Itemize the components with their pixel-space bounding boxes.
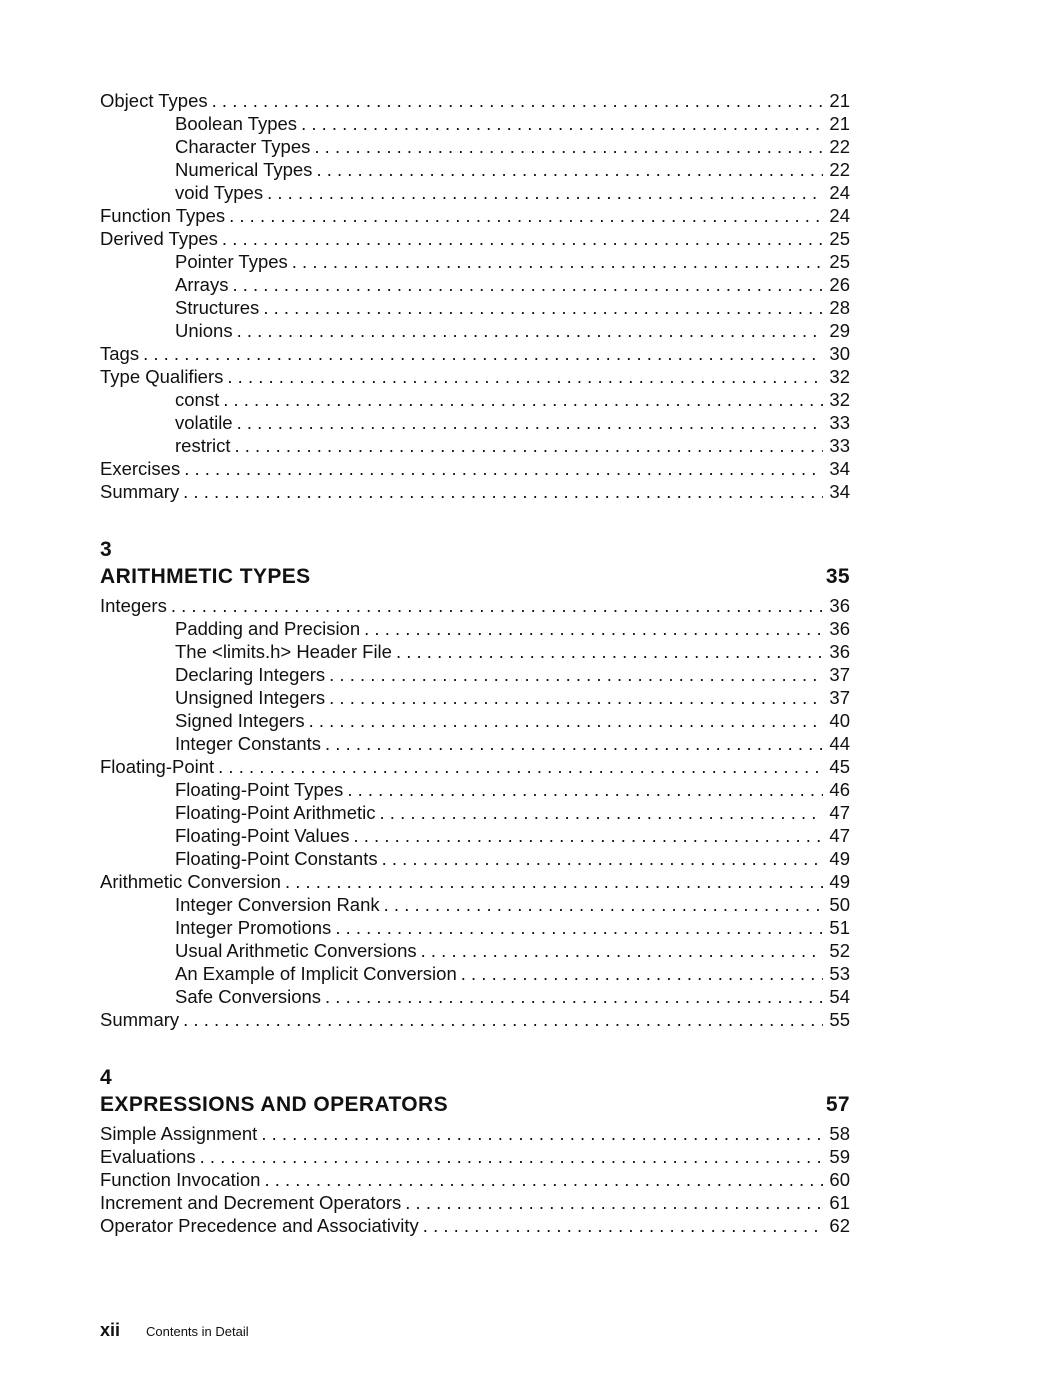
table-of-contents <box>100 89 850 1237</box>
toc-entry[interactable] <box>100 801 850 824</box>
toc-entry-label: Integers <box>100 595 167 616</box>
dot-leader <box>360 617 823 640</box>
chapter-number: 4 <box>100 1066 112 1089</box>
page-folio: xii <box>100 1320 121 1340</box>
toc-entry-page-number: 59 <box>829 1146 850 1167</box>
toc-entry[interactable] <box>100 457 850 480</box>
dot-leader <box>321 985 823 1008</box>
toc-entry-label: volatile <box>175 412 233 433</box>
toc-entry-label: Simple Assignment <box>100 1123 258 1144</box>
toc-entry[interactable] <box>100 778 850 801</box>
toc-entry-label: Integer Promotions <box>175 917 332 938</box>
chapter-4 <box>100 1065 850 1237</box>
dot-leader <box>179 480 823 503</box>
toc-entry-page-number: 24 <box>829 182 850 203</box>
dot-leader <box>196 1145 824 1168</box>
toc-entry[interactable] <box>100 434 850 457</box>
toc-entry[interactable] <box>100 617 850 640</box>
toc-entry[interactable] <box>100 89 850 112</box>
dot-leader <box>325 686 823 709</box>
dot-leader <box>343 778 823 801</box>
toc-entry-label: Floating-Point Constants <box>175 848 378 869</box>
toc-entry-page-number: 36 <box>829 618 850 639</box>
toc-entry-page-number: 40 <box>829 710 850 731</box>
toc-entry[interactable] <box>100 411 850 434</box>
toc-entry-label: Safe Conversions <box>175 986 322 1007</box>
toc-entry-label: Floating-Point <box>100 756 215 777</box>
toc-entry-label: Integer Conversion Rank <box>175 894 380 915</box>
dot-leader <box>214 755 823 778</box>
dot-leader <box>231 434 824 457</box>
toc-entry[interactable] <box>100 296 850 319</box>
toc-entry-label: Operator Precedence and Associativity <box>100 1215 419 1236</box>
running-head: Contents in Detail <box>146 1324 249 1339</box>
toc-entry-page-number: 34 <box>829 481 850 502</box>
toc-entry-page-number: 30 <box>829 343 850 364</box>
chapter-3-entries <box>100 594 850 1031</box>
dot-leader <box>376 801 824 824</box>
toc-entry-label: Floating-Point Arithmetic <box>175 802 376 823</box>
toc-entry-page-number: 44 <box>829 733 850 754</box>
toc-entry-label: restrict <box>175 435 231 456</box>
dot-leader <box>219 388 823 411</box>
toc-entry-page-number: 61 <box>829 1192 850 1213</box>
toc-entry-label: Tags <box>100 343 140 364</box>
toc-entry-label: Character Types <box>175 136 311 157</box>
toc-entry-label: Function Invocation <box>100 1169 261 1190</box>
dot-leader <box>233 319 824 342</box>
toc-entry-label: Unsigned Integers <box>175 687 326 708</box>
dot-leader <box>179 1008 823 1031</box>
chapter-page-number: 57 <box>825 1093 850 1116</box>
toc-entry[interactable] <box>100 939 850 962</box>
toc-entry-page-number: 47 <box>829 825 850 846</box>
toc-entry[interactable] <box>100 893 850 916</box>
toc-entry[interactable] <box>100 1214 850 1237</box>
toc-entry[interactable] <box>100 870 850 893</box>
dot-leader <box>139 342 823 365</box>
toc-entry-label: Summary <box>100 481 180 502</box>
toc-entry[interactable] <box>100 709 850 732</box>
dot-leader <box>325 663 823 686</box>
toc-entry-page-number: 24 <box>829 205 850 226</box>
toc-entry-page-number: 58 <box>829 1123 850 1144</box>
toc-entry[interactable] <box>100 686 850 709</box>
toc-entry[interactable] <box>100 342 850 365</box>
dot-leader <box>321 732 823 755</box>
dot-leader <box>380 893 824 916</box>
dot-leader <box>310 135 823 158</box>
toc-entry-page-number: 21 <box>829 90 850 111</box>
dot-leader <box>305 709 824 732</box>
page-footer <box>100 1320 249 1341</box>
toc-entry-label: Usual Arithmetic Conversions <box>175 940 417 961</box>
toc-entry-page-number: 51 <box>829 917 850 938</box>
toc-entry[interactable] <box>100 1122 850 1145</box>
dot-leader <box>419 1214 824 1237</box>
toc-entry[interactable] <box>100 204 850 227</box>
toc-entry-page-number: 54 <box>829 986 850 1007</box>
toc-entry-page-number: 32 <box>829 366 850 387</box>
toc-entry[interactable] <box>100 480 850 503</box>
dot-leader <box>401 1191 823 1214</box>
toc-entry-page-number: 49 <box>829 848 850 869</box>
dot-leader <box>233 411 824 434</box>
toc-entry-label: Derived Types <box>100 228 218 249</box>
toc-entry-page-number: 25 <box>829 228 850 249</box>
dot-leader <box>263 181 823 204</box>
toc-entry-page-number: 32 <box>829 389 850 410</box>
toc-entry-page-number: 21 <box>829 113 850 134</box>
toc-entry-page-number: 22 <box>829 136 850 157</box>
toc-entry[interactable] <box>100 640 850 663</box>
toc-entry-label: void Types <box>175 182 264 203</box>
toc-entry-label: Padding and Precision <box>175 618 361 639</box>
toc-entry-page-number: 25 <box>829 251 850 272</box>
toc-entry[interactable] <box>100 594 850 617</box>
dot-leader <box>259 296 823 319</box>
toc-entry-label: Integer Constants <box>175 733 322 754</box>
dot-leader <box>228 273 823 296</box>
toc-entry-page-number: 46 <box>829 779 850 800</box>
toc-entry-page-number: 37 <box>829 664 850 685</box>
dot-leader <box>223 365 823 388</box>
toc-entry-label: Declaring Integers <box>175 664 326 685</box>
dot-leader <box>288 250 824 273</box>
dot-leader <box>180 457 823 480</box>
chapter-number: 3 <box>100 538 112 561</box>
chapter-4-entries <box>100 1122 850 1237</box>
toc-entry[interactable] <box>100 1191 850 1214</box>
toc-entry-page-number: 34 <box>829 458 850 479</box>
toc-entry[interactable] <box>100 112 850 135</box>
toc-entry-label: Function Types <box>100 205 226 226</box>
toc-entry-label: The <limits.h> Header File <box>175 641 392 662</box>
toc-entry-page-number: 53 <box>829 963 850 984</box>
chapter-3 <box>100 537 850 1031</box>
chapter-title: EXPRESSIONS AND OPERATORS <box>100 1093 449 1116</box>
dot-leader <box>208 89 824 112</box>
toc-entry-label: Signed Integers <box>175 710 305 731</box>
toc-entry-page-number: 47 <box>829 802 850 823</box>
toc-entry-page-number: 52 <box>829 940 850 961</box>
dot-leader <box>331 916 823 939</box>
chapter-heading[interactable] <box>100 1091 850 1119</box>
toc-entry-label: Structures <box>175 297 260 318</box>
toc-entry[interactable] <box>100 962 850 985</box>
toc-entry-page-number: 26 <box>829 274 850 295</box>
dot-leader <box>457 962 824 985</box>
toc-entry[interactable] <box>100 181 850 204</box>
toc-entry-label: Object Types <box>100 90 208 111</box>
dot-leader <box>378 847 824 870</box>
toc-entry-label: Floating-Point Types <box>175 779 344 800</box>
toc-entry-page-number: 28 <box>829 297 850 318</box>
toc-entry[interactable] <box>100 732 850 755</box>
toc-entry-label: Summary <box>100 1009 180 1030</box>
toc-entry[interactable] <box>100 388 850 411</box>
toc-entry-page-number: 22 <box>829 159 850 180</box>
toc-entry-label: Boolean Types <box>175 113 298 134</box>
dot-leader <box>349 824 823 847</box>
dot-leader <box>257 1122 823 1145</box>
toc-entry[interactable] <box>100 985 850 1008</box>
toc-entry[interactable] <box>100 755 850 778</box>
toc-entry[interactable] <box>100 916 850 939</box>
dot-leader <box>218 227 824 250</box>
toc-entry-label: Increment and Decrement Operators <box>100 1192 402 1213</box>
toc-entry-label: An Example of Implicit Conversion <box>175 963 457 984</box>
toc-entry-label: Numerical Types <box>175 159 313 180</box>
toc-entry-page-number: 33 <box>829 412 850 433</box>
toc-entry[interactable] <box>100 1145 850 1168</box>
chapter-heading[interactable] <box>100 563 850 591</box>
toc-entry-page-number: 49 <box>829 871 850 892</box>
toc-entry[interactable] <box>100 824 850 847</box>
toc-entry-label: const <box>175 389 220 410</box>
toc-entry[interactable] <box>100 158 850 181</box>
dot-leader <box>417 939 824 962</box>
toc-entry-page-number: 33 <box>829 435 850 456</box>
toc-entry[interactable] <box>100 273 850 296</box>
toc-entry-page-number: 50 <box>829 894 850 915</box>
toc-entry-label: Floating-Point Values <box>175 825 350 846</box>
toc-entry[interactable] <box>100 365 850 388</box>
toc-entry-page-number: 62 <box>829 1215 850 1236</box>
dot-leader <box>392 640 823 663</box>
toc-list-continued <box>100 89 850 503</box>
toc-entry[interactable] <box>100 1168 850 1191</box>
dot-leader <box>312 158 823 181</box>
toc-entry-label: Type Qualifiers <box>100 366 224 387</box>
toc-entry-page-number: 55 <box>829 1009 850 1030</box>
toc-entry-page-number: 37 <box>829 687 850 708</box>
dot-leader <box>225 204 823 227</box>
toc-entry[interactable] <box>100 1008 850 1031</box>
toc-entry-page-number: 45 <box>829 756 850 777</box>
toc-entry[interactable] <box>100 319 850 342</box>
chapter-title: ARITHMETIC TYPES <box>100 565 311 588</box>
toc-entry-label: Arithmetic Conversion <box>100 871 281 892</box>
dot-leader <box>167 594 824 617</box>
dot-leader <box>281 870 823 893</box>
toc-entry-page-number: 36 <box>829 641 850 662</box>
dot-leader <box>260 1168 823 1191</box>
toc-entry-label: Unions <box>175 320 233 341</box>
toc-entry-label: Exercises <box>100 458 181 479</box>
toc-entry[interactable] <box>100 847 850 870</box>
toc-entry-label: Pointer Types <box>175 251 288 272</box>
toc-entry-page-number: 29 <box>829 320 850 341</box>
dot-leader <box>297 112 823 135</box>
toc-entry[interactable] <box>100 227 850 250</box>
toc-entry-label: Evaluations <box>100 1146 196 1167</box>
toc-entry-page-number: 36 <box>829 595 850 616</box>
toc-entry[interactable] <box>100 135 850 158</box>
chapter-page-number: 35 <box>825 565 850 588</box>
toc-entry-page-number: 60 <box>829 1169 850 1190</box>
toc-entry[interactable] <box>100 663 850 686</box>
toc-entry-label: Arrays <box>175 274 229 295</box>
toc-entry[interactable] <box>100 250 850 273</box>
